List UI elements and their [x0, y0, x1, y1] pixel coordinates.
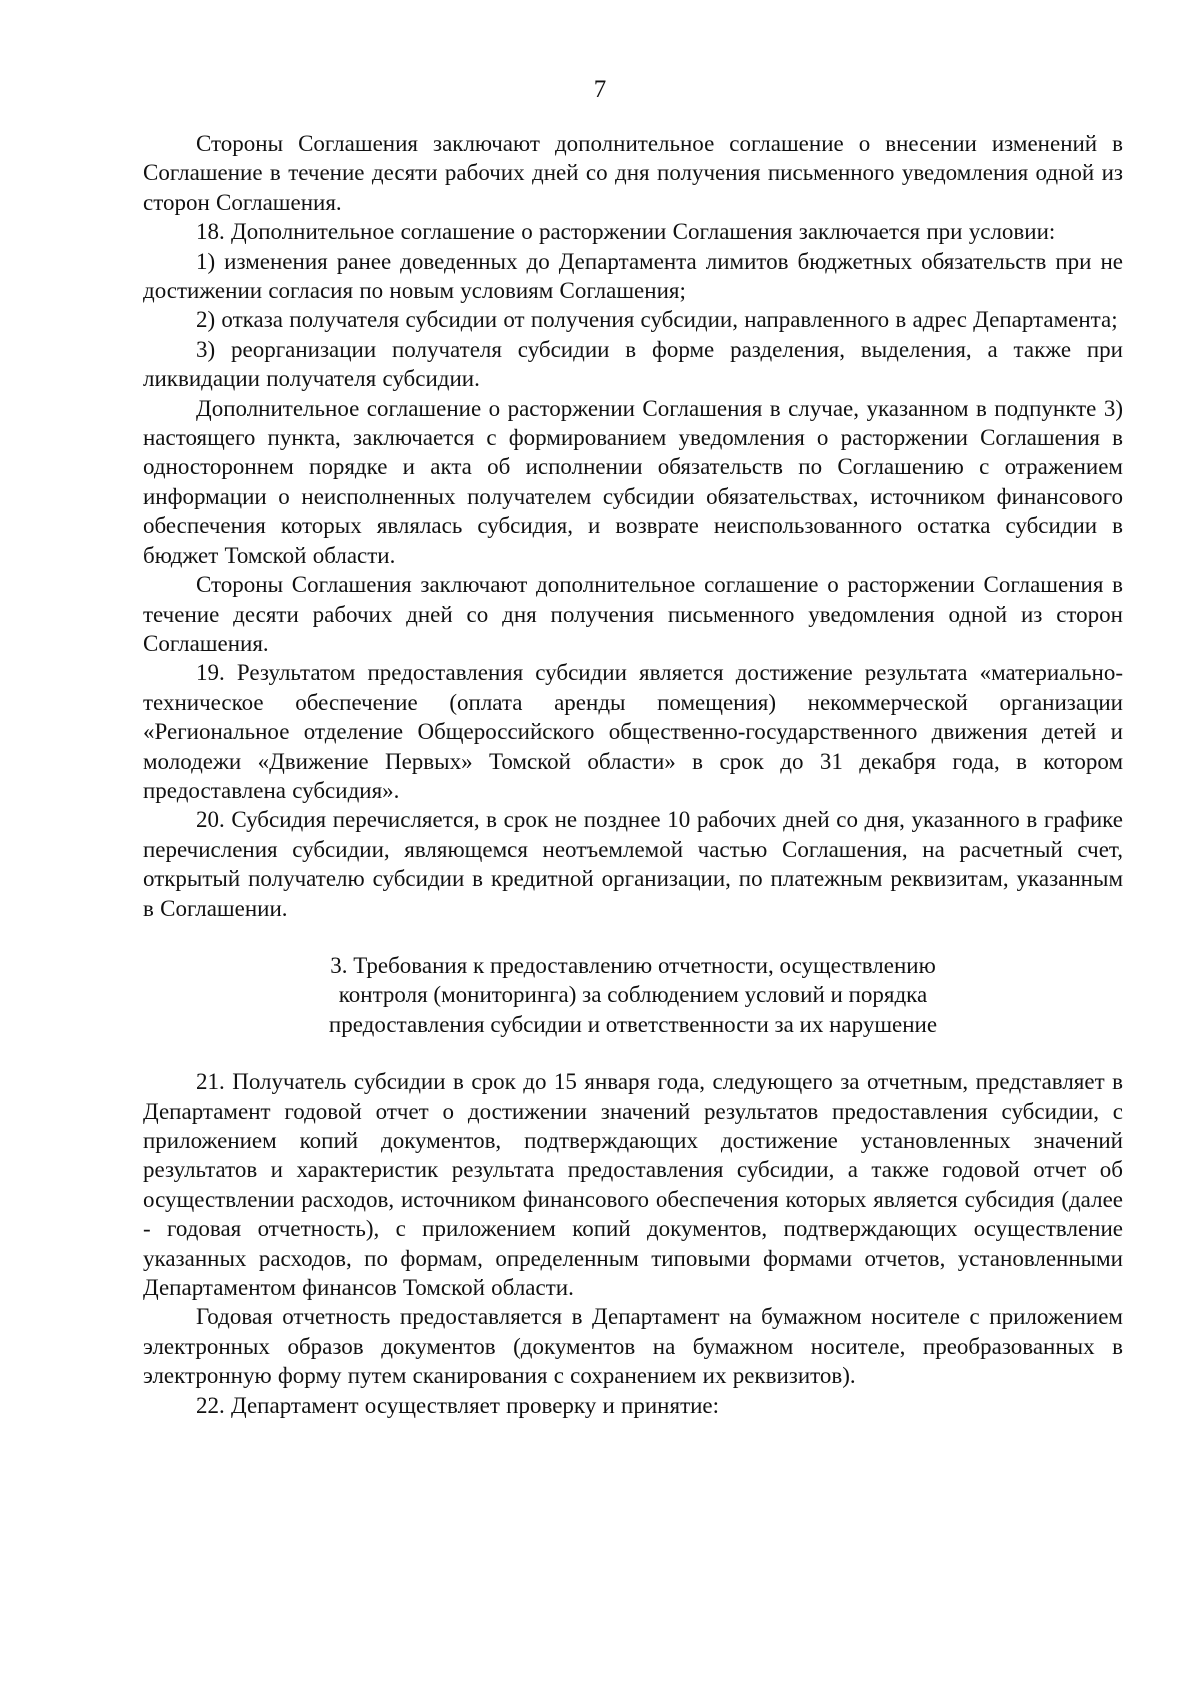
section-heading-line: контроля (мониторинга) за соблюдением условий и порядка	[338, 982, 928, 1008]
paragraph-20: 20. Субсидия перечисляется, в срок не позднее 10 рабочих дней со дня, указанного в графике перечисления субсидии, являющемся неотъемлемой частью Соглашения, на расчетный счет, открытый получателю субсидии в кредитной организации, по платежным реквизитам, указанным в Соглашении.	[143, 807, 1123, 921]
paragraph-21: 21. Получатель субсидии в срок до 15 января года, следующего за отчетным, представляет в Департамент годовой отчет о достижении значений результатов предоставления субсидии, с приложением копий документов, подтверждающих достижение установленных значений результатов и характеристик результата предоставления субсидии, а также годовой отчет об осуществлении расходов, источником финансового обеспечения которых является субсидия (далее - годовая отчетность), с приложением копий документов, подтверждающих осуществление указанных расходов, по формам, определенным типовыми формами отчетов, установленными Департаментом финансов Томской области.	[143, 1069, 1123, 1301]
document-body	[143, 129, 1123, 1420]
paragraph-parties-termination: Стороны Соглашения заключают дополнительное соглашение о расторжении Соглашения в течение десяти рабочих дней со дня получения письменного уведомления одной из сторон Соглашения.	[143, 572, 1123, 656]
section-heading-line: 3. Требования к предоставлению отчетности, осуществлению	[330, 952, 936, 978]
paragraph-18-item-3: 3) реорганизации получателя субсидии в форме разделения, выделения, а также при ликвидации получателя субсидии.	[143, 336, 1123, 392]
paragraph-19: 19. Результатом предоставления субсидии является достижение результата «материально-техническое обеспечение (оплата аренды помещения) некоммерческой организации «Региональное отделение Общероссийского общественно-государственного движения детей и молодежи «Движение Первых» Томской области» в срок до 31 декабря года, в котором предоставлена субсидия».	[143, 660, 1123, 803]
paragraph-18-item-2: 2) отказа получателя субсидии от получения субсидии, направленного в адрес Департамента;	[196, 307, 1118, 333]
paragraph-18: 18. Дополнительное соглашение о расторжении Соглашения заключается при условии:	[196, 219, 1056, 245]
paragraph-annual-reporting: Годовая отчетность предоставляется в Департамент на бумажном носителе с приложением электронных образов документов (документов на бумажном носителе, преобразованных в электронную форму путем сканирования с сохранением их реквизитов).	[143, 1304, 1123, 1389]
section-heading-line: предоставления субсидии и ответственности за их нарушение	[328, 1011, 938, 1037]
page-number: 7	[593, 76, 607, 103]
spacer	[143, 923, 1123, 951]
section-heading	[143, 951, 1123, 1039]
paragraph-termination-case: Дополнительное соглашение о расторжении Соглашения в случае, указанном в подпункте 3) настоящего пункта, заключается с формированием уведомления о расторжении Соглашения в одностороннем порядке и акта об исполнении обязательств по Соглашению с отражением информации о неисполненных получателем субсидии обязательствах, источником финансового обеспечения которых являлась субсидия, и возврате неиспользованного остатка субсидии в бюджет Томской области.	[143, 395, 1123, 568]
paragraph-22: 22. Департамент осуществляет проверку и принятие:	[196, 1392, 720, 1418]
paragraph-parties-amendment: Стороны Соглашения заключают дополнительное соглашение о внесении изменений в Соглашение в течение десяти рабочих дней со дня получения письменного уведомления одной из сторон Соглашения.	[143, 131, 1123, 215]
spacer	[143, 1039, 1123, 1067]
paragraph-18-item-1: 1) изменения ранее доведенных до Департамента лимитов бюджетных обязательств при не достижении согласия по новым условиям Соглашения;	[143, 248, 1123, 304]
